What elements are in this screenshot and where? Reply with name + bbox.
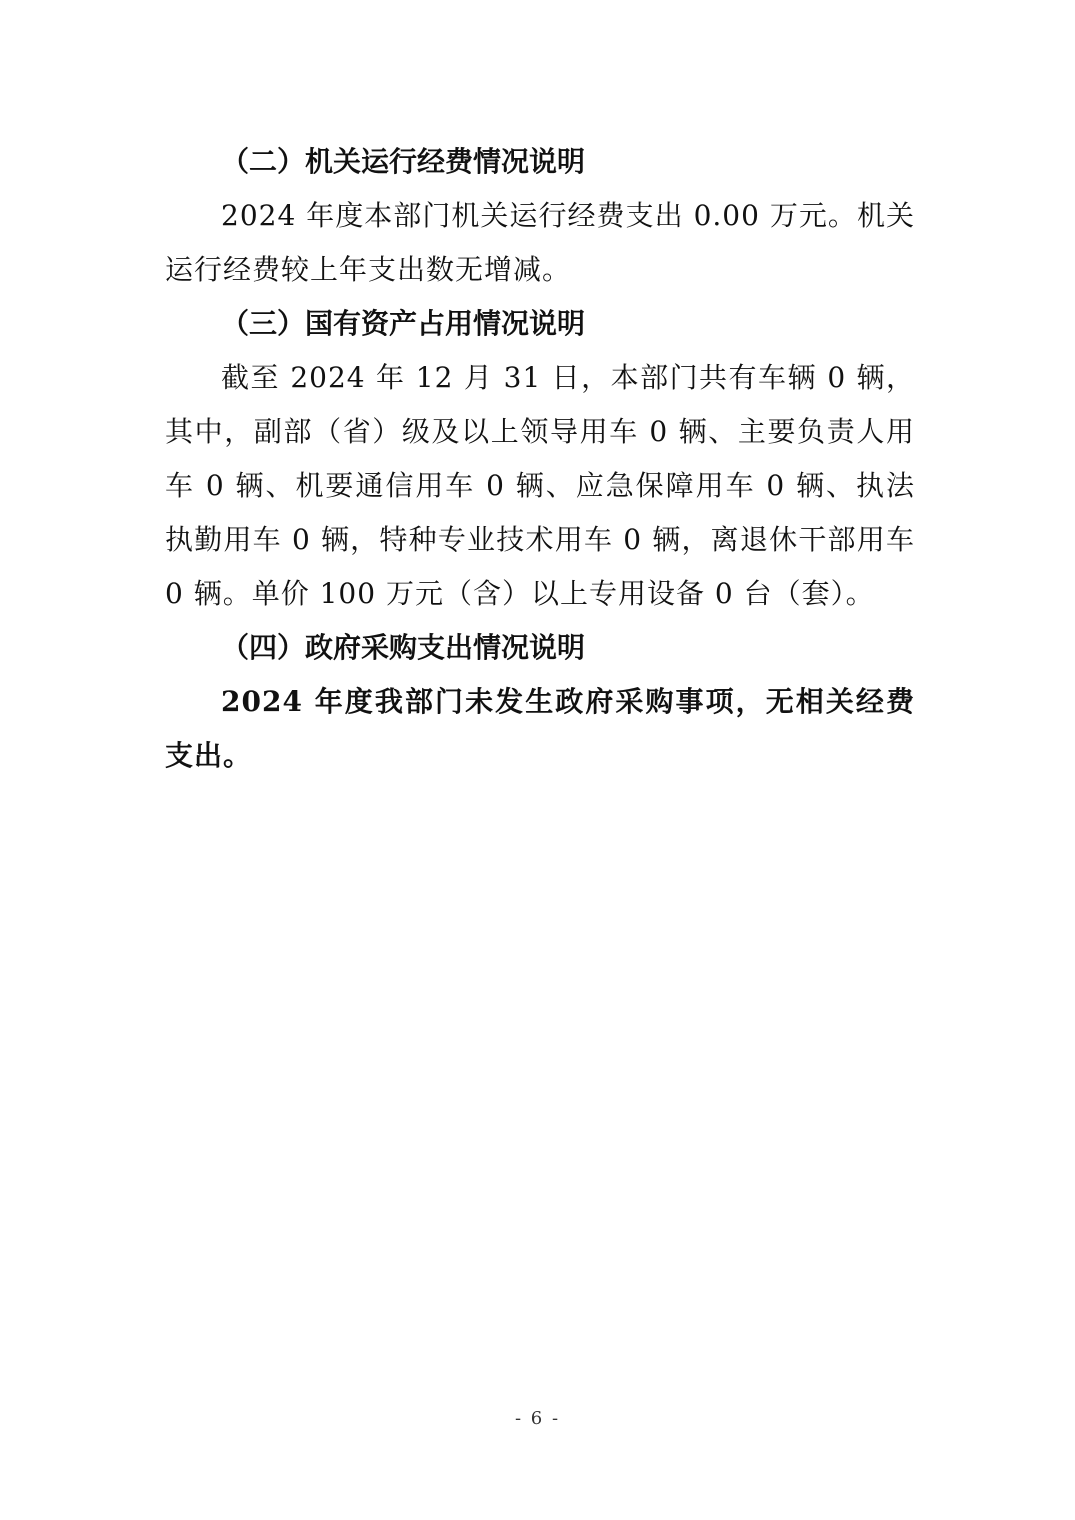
- page-number: - 6 -: [514, 1408, 561, 1429]
- section-body-state-assets: 截至 2024 年 12 月 31 日，本部门共有车辆 0 辆，其中，副部（省）级及以上领导用车 0 辆、主要负责人用车 0 辆、机要通信用车 0 辆、应急保障用车 0 辆、执法执勤用车 0 辆，特种专业技术用车 0 辆，离退休干部用车 0 辆。单价 100 万元（含）以上专用设备 0 台（套）。: [165, 361, 915, 610]
- section-body-government-procurement: 2024 年度我部门未发生政府采购事项，无相关经费支出。: [165, 685, 915, 772]
- section-heading-state-assets: （三）国有资产占用情况说明: [221, 307, 586, 340]
- section-heading-operating-expenses: （二）机关运行经费情况说明: [221, 145, 586, 178]
- section-body-operating-expenses: 2024 年度本部门机关运行经费支出 0.00 万元。机关运行经费较上年支出数无增减。: [165, 199, 915, 286]
- document-body: [165, 135, 915, 783]
- section-heading-government-procurement: （四）政府采购支出情况说明: [221, 631, 586, 664]
